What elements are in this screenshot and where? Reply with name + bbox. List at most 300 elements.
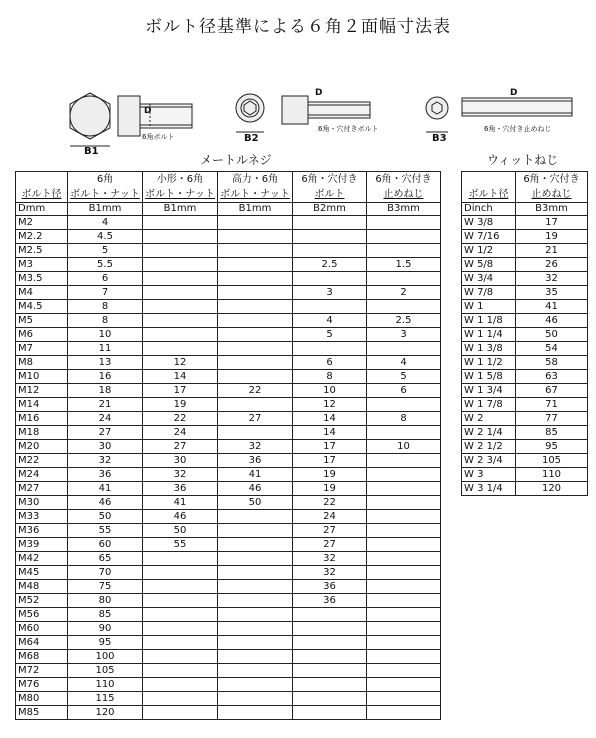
fig2-caption: 6角・穴付きボルト bbox=[318, 125, 379, 133]
table-row bbox=[16, 496, 441, 510]
metric-value-cell bbox=[367, 482, 441, 496]
metric-value-cell bbox=[367, 552, 441, 566]
metric-value-cell bbox=[218, 216, 293, 230]
metric-value-cell: 5 bbox=[367, 370, 441, 384]
metric-value-cell: 36 bbox=[68, 468, 143, 482]
metric-value-cell: 32 bbox=[293, 552, 367, 566]
metric-value-cell: 4 bbox=[68, 216, 143, 230]
whitworth-size-cell: W 7/16 bbox=[462, 230, 516, 244]
metric-size-cell: M2.2 bbox=[16, 230, 68, 244]
metric-size-cell: M3.5 bbox=[16, 272, 68, 286]
table-row bbox=[16, 538, 441, 552]
table-row bbox=[16, 370, 441, 384]
metric-value-cell: 27 bbox=[293, 538, 367, 552]
metric-value-cell: 17 bbox=[143, 384, 218, 398]
whitworth-value-cell: 85 bbox=[516, 426, 588, 440]
metric-value-cell: 60 bbox=[68, 538, 143, 552]
metric-header-line2: ボルト・ナット bbox=[218, 187, 293, 203]
table-row bbox=[16, 272, 441, 286]
whitworth-unit-cell: Dinch bbox=[462, 203, 516, 216]
table-row bbox=[16, 594, 441, 608]
metric-value-cell bbox=[367, 678, 441, 692]
table-row bbox=[462, 370, 588, 384]
metric-value-cell: 2.5 bbox=[293, 258, 367, 272]
metric-value-cell bbox=[367, 496, 441, 510]
metric-value-cell bbox=[143, 552, 218, 566]
fig1-caption: 6角ボルト bbox=[142, 133, 175, 141]
whitworth-section-label: ウィットねじ bbox=[487, 153, 559, 167]
table-row bbox=[462, 342, 588, 356]
table-row bbox=[462, 356, 588, 370]
metric-size-cell: M85 bbox=[16, 706, 68, 720]
whitworth-size-cell: W 3 bbox=[462, 468, 516, 482]
metric-value-cell: 14 bbox=[293, 426, 367, 440]
metric-value-cell: 12 bbox=[143, 356, 218, 370]
metric-unit-cell: B3mm bbox=[367, 203, 441, 216]
metric-value-cell: 32 bbox=[68, 454, 143, 468]
metric-value-cell bbox=[293, 342, 367, 356]
whitworth-size-cell: W 1 5/8 bbox=[462, 370, 516, 384]
metric-value-cell: 4 bbox=[293, 314, 367, 328]
table-row bbox=[462, 482, 588, 496]
metric-value-cell bbox=[143, 286, 218, 300]
metric-value-cell bbox=[367, 566, 441, 580]
table-row bbox=[16, 412, 441, 426]
metric-value-cell: 17 bbox=[293, 454, 367, 468]
metric-value-cell bbox=[218, 678, 293, 692]
metric-value-cell: 6 bbox=[68, 272, 143, 286]
whitworth-size-cell: W 1 1/2 bbox=[462, 356, 516, 370]
metric-value-cell bbox=[367, 244, 441, 258]
whitworth-value-cell: 46 bbox=[516, 314, 588, 328]
table-row bbox=[16, 300, 441, 314]
metric-size-cell: M48 bbox=[16, 580, 68, 594]
metric-value-cell: 13 bbox=[68, 356, 143, 370]
table-row bbox=[16, 342, 441, 356]
metric-size-cell: M22 bbox=[16, 454, 68, 468]
bolt-diagrams bbox=[0, 88, 596, 158]
metric-value-cell bbox=[143, 300, 218, 314]
metric-size-cell: M33 bbox=[16, 510, 68, 524]
whitworth-size-cell: W 2 3/4 bbox=[462, 454, 516, 468]
metric-value-cell bbox=[367, 510, 441, 524]
table-row bbox=[462, 286, 588, 300]
metric-value-cell: 41 bbox=[68, 482, 143, 496]
whitworth-header-line2: ボルト径 bbox=[462, 187, 516, 203]
metric-value-cell bbox=[218, 272, 293, 286]
metric-value-cell bbox=[218, 510, 293, 524]
metric-value-cell: 8 bbox=[68, 314, 143, 328]
whitworth-size-cell: W 1 1/8 bbox=[462, 314, 516, 328]
metric-value-cell: 1.5 bbox=[367, 258, 441, 272]
table-row bbox=[16, 650, 441, 664]
metric-value-cell bbox=[143, 706, 218, 720]
metric-value-cell bbox=[218, 370, 293, 384]
metric-value-cell bbox=[218, 426, 293, 440]
whitworth-value-cell: 120 bbox=[516, 482, 588, 496]
metric-value-cell bbox=[143, 678, 218, 692]
metric-header-line2: ボルト・ナット bbox=[68, 187, 143, 203]
metric-value-cell bbox=[218, 594, 293, 608]
whitworth-value-cell: 67 bbox=[516, 384, 588, 398]
metric-header-line1: 高力・6角 bbox=[218, 172, 293, 188]
whitworth-header-row1 bbox=[462, 172, 588, 188]
table-row bbox=[462, 468, 588, 482]
metric-size-cell: M16 bbox=[16, 412, 68, 426]
table-row bbox=[16, 468, 441, 482]
metric-value-cell: 30 bbox=[68, 440, 143, 454]
metric-value-cell: 46 bbox=[68, 496, 143, 510]
page-title: ボルト径基準による６角２面幅寸法表 bbox=[145, 17, 451, 37]
metric-value-cell bbox=[293, 300, 367, 314]
metric-size-cell: M76 bbox=[16, 678, 68, 692]
metric-value-cell: 115 bbox=[68, 692, 143, 706]
metric-header-row2 bbox=[16, 187, 441, 203]
metric-value-cell bbox=[143, 664, 218, 678]
metric-header-line2: 止めねじ bbox=[367, 187, 441, 203]
metric-value-cell bbox=[218, 650, 293, 664]
metric-value-cell: 90 bbox=[68, 622, 143, 636]
metric-size-cell: M45 bbox=[16, 566, 68, 580]
table-row bbox=[16, 328, 441, 342]
metric-size-cell: M4 bbox=[16, 286, 68, 300]
metric-value-cell: 5 bbox=[293, 328, 367, 342]
table-row bbox=[462, 272, 588, 286]
metric-value-cell bbox=[218, 580, 293, 594]
metric-value-cell: 10 bbox=[293, 384, 367, 398]
metric-value-cell bbox=[367, 272, 441, 286]
whitworth-size-cell: W 3/4 bbox=[462, 272, 516, 286]
metric-value-cell: 100 bbox=[68, 650, 143, 664]
table-row bbox=[16, 664, 441, 678]
whitworth-size-cell: W 3/8 bbox=[462, 216, 516, 230]
table-row bbox=[16, 244, 441, 258]
table-row bbox=[462, 300, 588, 314]
metric-value-cell bbox=[218, 608, 293, 622]
metric-value-cell bbox=[367, 216, 441, 230]
metric-value-cell bbox=[367, 622, 441, 636]
metric-value-cell bbox=[293, 664, 367, 678]
table-row bbox=[16, 216, 441, 230]
metric-size-cell: M39 bbox=[16, 538, 68, 552]
metric-size-cell: M18 bbox=[16, 426, 68, 440]
metric-value-cell bbox=[143, 636, 218, 650]
whitworth-value-cell: 71 bbox=[516, 398, 588, 412]
metric-value-cell bbox=[293, 692, 367, 706]
metric-unit-cell: B1mm bbox=[68, 203, 143, 216]
metric-value-cell: 41 bbox=[218, 468, 293, 482]
table-row bbox=[462, 384, 588, 398]
metric-value-cell: 55 bbox=[68, 524, 143, 538]
metric-size-cell: M36 bbox=[16, 524, 68, 538]
metric-value-cell: 32 bbox=[218, 440, 293, 454]
whitworth-value-cell: 26 bbox=[516, 258, 588, 272]
whitworth-value-cell: 105 bbox=[516, 454, 588, 468]
whitworth-size-cell: W 1 1/4 bbox=[462, 328, 516, 342]
whitworth-size-cell: W 2 bbox=[462, 412, 516, 426]
metric-value-cell: 3 bbox=[367, 328, 441, 342]
metric-value-cell bbox=[143, 244, 218, 258]
metric-value-cell: 4 bbox=[367, 356, 441, 370]
metric-value-cell: 22 bbox=[143, 412, 218, 426]
metric-unit-cell: Dmm bbox=[16, 203, 68, 216]
metric-size-cell: M5 bbox=[16, 314, 68, 328]
whitworth-size-cell: W 2 1/4 bbox=[462, 426, 516, 440]
metric-value-cell: 5 bbox=[68, 244, 143, 258]
metric-value-cell: 27 bbox=[143, 440, 218, 454]
metric-value-cell: 10 bbox=[68, 328, 143, 342]
table-row bbox=[16, 678, 441, 692]
metric-value-cell bbox=[218, 244, 293, 258]
metric-value-cell: 50 bbox=[143, 524, 218, 538]
whitworth-unit-cell: B3mm bbox=[516, 203, 588, 216]
metric-header-line1: 小形・6角 bbox=[143, 172, 218, 188]
table-row bbox=[16, 622, 441, 636]
whitworth-size-cell: W 2 1/2 bbox=[462, 440, 516, 454]
whitworth-size-cell: W 1/2 bbox=[462, 244, 516, 258]
metric-value-cell: 14 bbox=[143, 370, 218, 384]
table-row bbox=[462, 412, 588, 426]
table-row bbox=[16, 314, 441, 328]
metric-value-cell bbox=[367, 580, 441, 594]
metric-value-cell: 11 bbox=[68, 342, 143, 356]
metric-value-cell bbox=[367, 706, 441, 720]
metric-value-cell: 8 bbox=[293, 370, 367, 384]
metric-size-cell: M60 bbox=[16, 622, 68, 636]
metric-value-cell bbox=[218, 314, 293, 328]
fig1-dimension: B1 bbox=[84, 146, 99, 157]
metric-value-cell bbox=[218, 286, 293, 300]
metric-value-cell bbox=[367, 650, 441, 664]
metric-value-cell: 95 bbox=[68, 636, 143, 650]
whitworth-value-cell: 58 bbox=[516, 356, 588, 370]
whitworth-size-cell: W 1 3/8 bbox=[462, 342, 516, 356]
table-row bbox=[462, 244, 588, 258]
metric-value-cell bbox=[367, 468, 441, 482]
metric-value-cell: 110 bbox=[68, 678, 143, 692]
metric-value-cell bbox=[293, 678, 367, 692]
metric-value-cell: 10 bbox=[367, 440, 441, 454]
metric-value-cell bbox=[218, 258, 293, 272]
metric-value-cell bbox=[367, 692, 441, 706]
metric-size-cell: M52 bbox=[16, 594, 68, 608]
metric-table bbox=[15, 171, 441, 720]
whitworth-header-row2 bbox=[462, 187, 588, 203]
metric-header-row1 bbox=[16, 172, 441, 188]
table-row bbox=[462, 230, 588, 244]
metric-size-cell: M3 bbox=[16, 258, 68, 272]
table-row bbox=[462, 398, 588, 412]
whitworth-size-cell: W 7/8 bbox=[462, 286, 516, 300]
whitworth-header-line1 bbox=[462, 172, 516, 188]
metric-unit-cell: B1mm bbox=[143, 203, 218, 216]
metric-value-cell: 24 bbox=[293, 510, 367, 524]
metric-value-cell bbox=[143, 230, 218, 244]
metric-value-cell bbox=[143, 216, 218, 230]
fig3-dimension: B3 bbox=[432, 133, 447, 144]
table-row bbox=[16, 510, 441, 524]
metric-value-cell: 75 bbox=[68, 580, 143, 594]
whitworth-header-line2: 止めねじ bbox=[516, 187, 588, 203]
metric-value-cell bbox=[218, 356, 293, 370]
metric-value-cell: 2 bbox=[367, 286, 441, 300]
metric-value-cell: 27 bbox=[218, 412, 293, 426]
metric-value-cell bbox=[143, 650, 218, 664]
metric-value-cell bbox=[143, 272, 218, 286]
whitworth-size-cell: W 3 1/4 bbox=[462, 482, 516, 496]
metric-unit-row bbox=[16, 203, 441, 216]
metric-value-cell bbox=[367, 636, 441, 650]
metric-value-cell bbox=[218, 524, 293, 538]
metric-value-cell bbox=[143, 580, 218, 594]
whitworth-size-cell: W 1 bbox=[462, 300, 516, 314]
metric-size-cell: M12 bbox=[16, 384, 68, 398]
table-row bbox=[16, 482, 441, 496]
metric-value-cell: 55 bbox=[143, 538, 218, 552]
metric-value-cell bbox=[143, 342, 218, 356]
whitworth-value-cell: 110 bbox=[516, 468, 588, 482]
metric-value-cell: 7 bbox=[68, 286, 143, 300]
metric-value-cell: 50 bbox=[218, 496, 293, 510]
metric-value-cell: 41 bbox=[143, 496, 218, 510]
metric-value-cell bbox=[293, 706, 367, 720]
metric-header-line1 bbox=[16, 172, 68, 188]
metric-header-line1: 6角・穴付き bbox=[293, 172, 367, 188]
table-row bbox=[16, 566, 441, 580]
metric-value-cell: 5.5 bbox=[68, 258, 143, 272]
metric-value-cell bbox=[218, 538, 293, 552]
table-row bbox=[16, 440, 441, 454]
metric-value-cell bbox=[218, 706, 293, 720]
metric-value-cell bbox=[218, 300, 293, 314]
metric-value-cell: 21 bbox=[68, 398, 143, 412]
metric-unit-cell: B1mm bbox=[218, 203, 293, 216]
table-row bbox=[462, 454, 588, 468]
whitworth-unit-row bbox=[462, 203, 588, 216]
metric-value-cell bbox=[218, 664, 293, 678]
whitworth-value-cell: 63 bbox=[516, 370, 588, 384]
metric-size-cell: M2 bbox=[16, 216, 68, 230]
metric-value-cell bbox=[293, 244, 367, 258]
metric-value-cell: 36 bbox=[293, 594, 367, 608]
whitworth-value-cell: 54 bbox=[516, 342, 588, 356]
table-row bbox=[462, 314, 588, 328]
fig2-d-label: D bbox=[315, 88, 323, 98]
metric-header-line2: ボルト bbox=[293, 187, 367, 203]
metric-value-cell: 80 bbox=[68, 594, 143, 608]
whitworth-value-cell: 41 bbox=[516, 300, 588, 314]
metric-value-cell bbox=[293, 622, 367, 636]
metric-value-cell: 24 bbox=[68, 412, 143, 426]
metric-value-cell: 12 bbox=[293, 398, 367, 412]
metric-value-cell bbox=[218, 230, 293, 244]
metric-value-cell: 46 bbox=[143, 510, 218, 524]
table-row bbox=[16, 454, 441, 468]
whitworth-value-cell: 19 bbox=[516, 230, 588, 244]
metric-value-cell: 32 bbox=[143, 468, 218, 482]
metric-size-cell: M14 bbox=[16, 398, 68, 412]
metric-value-cell: 120 bbox=[68, 706, 143, 720]
whitworth-value-cell: 35 bbox=[516, 286, 588, 300]
metric-header-line2: ボルト・ナット bbox=[143, 187, 218, 203]
metric-size-cell: M27 bbox=[16, 482, 68, 496]
whitworth-value-cell: 95 bbox=[516, 440, 588, 454]
table-row bbox=[16, 258, 441, 272]
metric-value-cell bbox=[143, 608, 218, 622]
metric-value-cell bbox=[143, 622, 218, 636]
metric-unit-cell: B2mm bbox=[293, 203, 367, 216]
metric-value-cell bbox=[367, 664, 441, 678]
metric-value-cell: 8 bbox=[68, 300, 143, 314]
metric-size-cell: M72 bbox=[16, 664, 68, 678]
table-row bbox=[16, 552, 441, 566]
whitworth-size-cell: W 1 3/4 bbox=[462, 384, 516, 398]
metric-value-cell bbox=[143, 566, 218, 580]
metric-value-cell bbox=[218, 566, 293, 580]
metric-value-cell: 32 bbox=[293, 566, 367, 580]
metric-header-line1: 6角 bbox=[68, 172, 143, 188]
metric-size-cell: M20 bbox=[16, 440, 68, 454]
table-row bbox=[462, 258, 588, 272]
metric-size-cell: M24 bbox=[16, 468, 68, 482]
table-row bbox=[16, 230, 441, 244]
metric-value-cell: 36 bbox=[293, 580, 367, 594]
fig3-d-label: D bbox=[510, 88, 518, 98]
metric-value-cell: 14 bbox=[293, 412, 367, 426]
metric-value-cell: 27 bbox=[293, 524, 367, 538]
table-row bbox=[16, 384, 441, 398]
metric-value-cell: 70 bbox=[68, 566, 143, 580]
metric-size-cell: M7 bbox=[16, 342, 68, 356]
metric-value-cell: 19 bbox=[293, 468, 367, 482]
metric-size-cell: M6 bbox=[16, 328, 68, 342]
metric-value-cell bbox=[367, 300, 441, 314]
whitworth-size-cell: W 1 7/8 bbox=[462, 398, 516, 412]
metric-size-cell: M10 bbox=[16, 370, 68, 384]
table-row bbox=[16, 706, 441, 720]
table-row bbox=[16, 692, 441, 706]
metric-value-cell: 85 bbox=[68, 608, 143, 622]
metric-value-cell bbox=[367, 426, 441, 440]
metric-value-cell: 105 bbox=[68, 664, 143, 678]
metric-value-cell bbox=[367, 594, 441, 608]
metric-value-cell bbox=[218, 636, 293, 650]
metric-value-cell bbox=[367, 342, 441, 356]
metric-value-cell bbox=[143, 258, 218, 272]
fig1-d-label: D bbox=[144, 106, 152, 116]
metric-value-cell: 17 bbox=[293, 440, 367, 454]
metric-value-cell: 24 bbox=[143, 426, 218, 440]
whitworth-header-line1: 6角・穴付き bbox=[516, 172, 588, 188]
metric-size-cell: M8 bbox=[16, 356, 68, 370]
metric-size-cell: M42 bbox=[16, 552, 68, 566]
metric-value-cell: 46 bbox=[218, 482, 293, 496]
table-row bbox=[16, 398, 441, 412]
metric-section-label: メートルネジ bbox=[200, 153, 272, 167]
table-row bbox=[462, 440, 588, 454]
whitworth-value-cell: 21 bbox=[516, 244, 588, 258]
metric-value-cell bbox=[293, 272, 367, 286]
metric-value-cell: 19 bbox=[293, 482, 367, 496]
metric-value-cell: 6 bbox=[293, 356, 367, 370]
metric-size-cell: M2.5 bbox=[16, 244, 68, 258]
metric-value-cell bbox=[293, 216, 367, 230]
metric-value-cell bbox=[367, 454, 441, 468]
whitworth-value-cell: 32 bbox=[516, 272, 588, 286]
metric-value-cell bbox=[143, 328, 218, 342]
metric-value-cell: 2.5 bbox=[367, 314, 441, 328]
table-row bbox=[462, 328, 588, 342]
